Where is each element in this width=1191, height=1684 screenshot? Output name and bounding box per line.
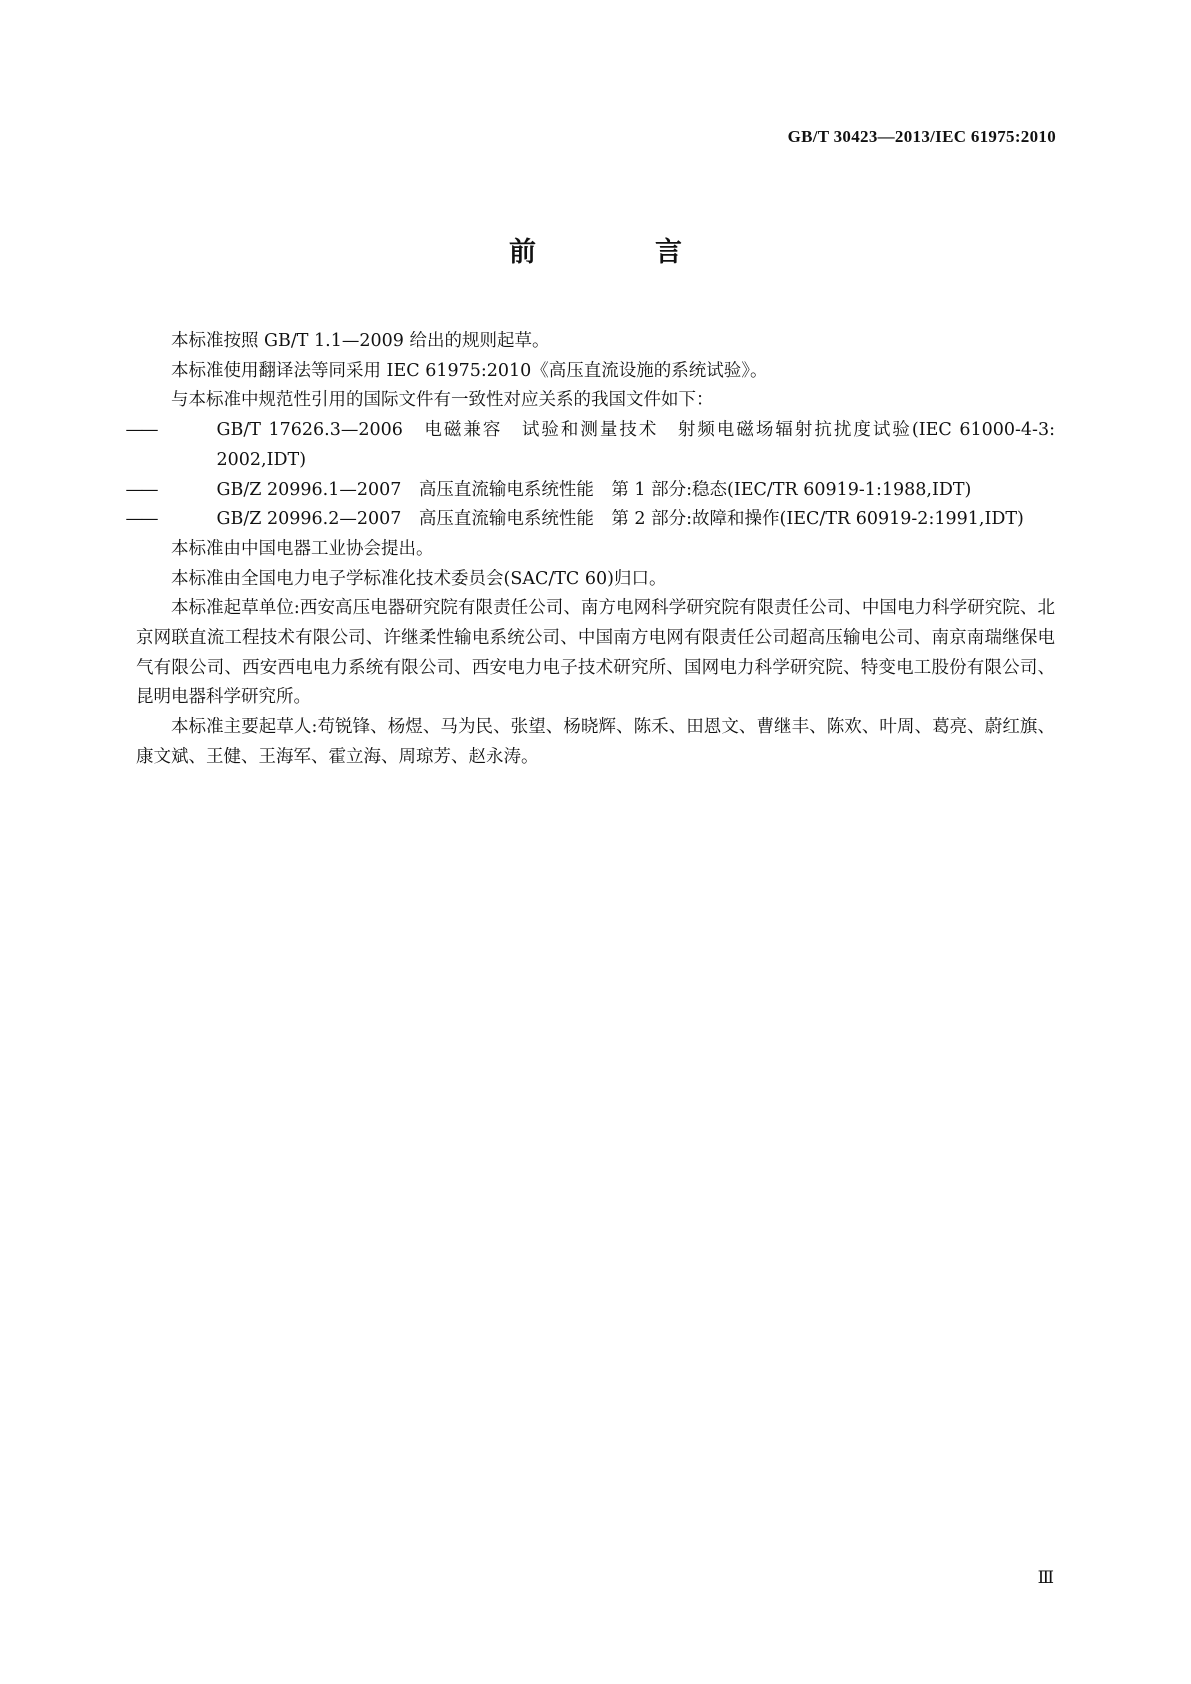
list-item xyxy=(125,476,1055,506)
list-item xyxy=(125,416,1055,475)
list-dash: —— xyxy=(125,420,157,441)
paragraph-committee: 本标准由全国电力电子学标准化技术委员会(SAC/TC 60)归口。 xyxy=(171,568,667,589)
page-number: Ⅲ xyxy=(1037,1568,1054,1587)
list-dash: —— xyxy=(125,479,157,500)
foreword-body xyxy=(125,327,1055,773)
paragraph-proposer: 本标准由中国电器工业协会提出。 xyxy=(171,538,434,559)
paragraph-adoption: 本标准使用翻译法等同采用 IEC 61975:2010《高压直流设施的系统试验》。 xyxy=(171,360,768,381)
paragraph-drafting-rules: 本标准按照 GB/T 1.1—2009 给出的规则起草。 xyxy=(171,331,550,351)
list-item-text: GB/T 17626.3—2006 电磁兼容 试验和测量技术 射频电磁场辐射抗扰度试验(IEC 61000-4-3: 2002,IDT) xyxy=(216,420,1055,470)
paragraph-drafters: 本标准主要起草人:苟锐锋、杨煜、马为民、张望、杨晓辉、陈禾、田恩文、曹继丰、陈欢、叶周、葛亮、蔚红旗、康文斌、王健、王海军、霍立海、周琼芳、赵永涛。 xyxy=(136,717,1055,767)
list-item-text: GB/Z 20996.1—2007 高压直流输电系统性能 第 1 部分:稳态(IEC/TR 60919-1:1988,IDT) xyxy=(216,479,972,500)
list-dash: —— xyxy=(125,509,157,530)
standard-id-header: GB/T 30423—2013/IEC 61975:2010 xyxy=(787,127,1056,146)
list-item-text: GB/Z 20996.2—2007 高压直流输电系统性能 第 2 部分:故障和操作(IEC/TR 60919-2:1991,IDT) xyxy=(216,509,1024,530)
page-title: 前 言 xyxy=(509,237,728,268)
paragraph-corresponding-docs: 与本标准中规范性引用的国际文件有一致性对应关系的我国文件如下： xyxy=(171,390,714,411)
list-item xyxy=(125,505,1055,535)
paragraph-drafting-units: 本标准起草单位:西安高压电器研究院有限责任公司、南方电网科学研究院有限责任公司、中国电力科学研究院、北京网联直流工程技术有限公司、许继柔性输电系统公司、中国南方电网有限责任公司超高压输电公司、南京南瑞继保电气有限公司、西安西电电力系统有限公司、西安电力电子技术研究所、国网电力科学研究院、特变电工股份有限公司、昆明电器科学研究所。 xyxy=(136,598,1055,708)
